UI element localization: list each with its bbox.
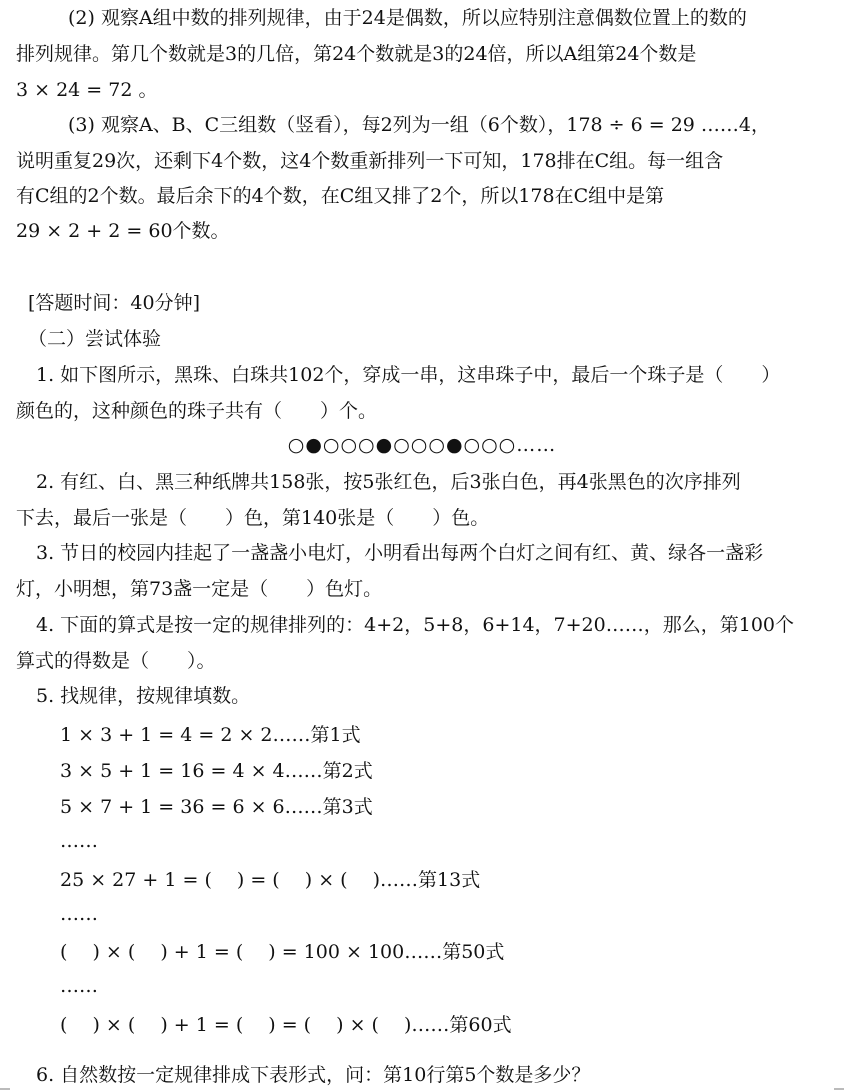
question-2-line-1: 2. 有红、白、黑三种纸牌共158张，按5张红色，后3张白色，再4张黑色的次序排列: [36, 471, 741, 493]
question-6-prompt: 6. 自然数按一定规律排成下表形式，问：第10行第5个数是多少？: [36, 1064, 591, 1086]
equation-60: ( ) × ( ) + 1 = ( ) = ( ) × ( )……第60式: [60, 1014, 512, 1036]
answer-time-heading: [答题时间：40分钟]: [28, 292, 201, 314]
question-1-line-2: 颜色的，这种颜色的珠子共有（ ）个。: [16, 400, 378, 422]
equation-1: 1 × 3 + 1 = 4 = 2 × 2……第1式: [60, 724, 361, 746]
equation-2: 3 × 5 + 1 = 16 = 4 × 4……第2式: [60, 760, 373, 782]
equation-3: 5 × 7 + 1 = 36 = 6 × 6……第3式: [60, 796, 373, 818]
para-3-line-4: 29 × 2 + 2 = 60个数。: [16, 220, 230, 242]
question-1-line-1: 1. 如下图所示，黑珠、白珠共102个，穿成一串，这串珠子中，最后一个珠子是（ ）: [36, 364, 781, 386]
section-heading: （二）尝试体验: [28, 328, 162, 350]
question-4-line-2: 算式的得数是（ ）。: [16, 650, 216, 672]
para-2-line-3: 3 × 24 = 72 。: [16, 79, 158, 101]
para-2-line-2: 排列规律。第几个数就是3的几倍，第24个数就是3的24倍，所以A组第24个数是: [16, 43, 697, 65]
para-3-line-1: (3) 观察A、B、C三组数（竖看），每2列为一组（6个数），178 ÷ 6 = 29 ……4，: [68, 114, 771, 136]
para-3-line-2: 说明重复29次，还剩下4个数，这4个数重新排列一下可知，178排在C组。每一组含: [16, 150, 724, 172]
ellipsis-3: ……: [60, 975, 98, 997]
ellipsis-1: ……: [60, 830, 98, 852]
question-3-line-1: 3. 节日的校园内挂起了一盏盏小电灯，小明看出每两个白灯之间有红、黄、绿各一盏彩: [36, 542, 764, 564]
question-3-line-2: 灯，小明想，第73盏一定是（ ）色灯。: [16, 578, 383, 600]
equation-50: ( ) × ( ) + 1 = ( ) = 100 × 100……第50式: [60, 941, 505, 963]
para-2-line-1: (2) 观察A组中数的排列规律，由于24是偶数，所以应特别注意偶数位置上的数的: [68, 7, 747, 29]
question-2-line-2: 下去，最后一张是（ ）色，第140张是（ ）色。: [16, 507, 490, 529]
question-5-prompt: 5. 找规律，按规律填数。: [36, 685, 251, 707]
equation-13: 25 × 27 + 1 = ( ) = ( ) × ( )……第13式: [60, 869, 481, 891]
bead-sequence: ○●○○○●○○○●○○○……: [287, 434, 557, 456]
question-4-line-1: 4. 下面的算式是按一定的规律排列的：4+2，5+8，6+14，7+20……，那么，第100个: [36, 614, 794, 636]
ellipsis-2: ……: [60, 903, 98, 925]
para-3-line-3: 有C组的2个数。最后余下的4个数，在C组又排了2个，所以178在C组中是第: [16, 185, 665, 207]
